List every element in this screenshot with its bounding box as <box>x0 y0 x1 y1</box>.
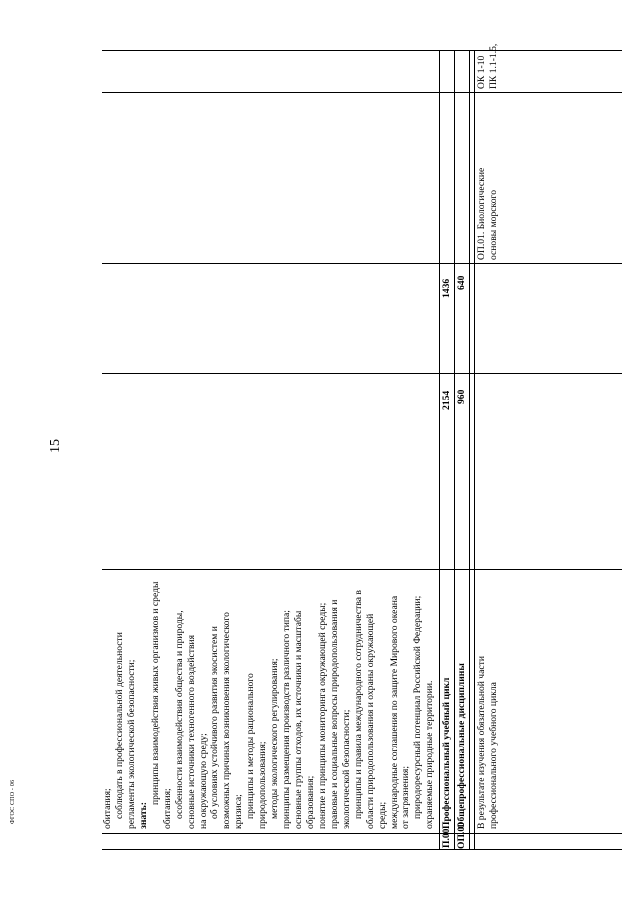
content-line: принципы взаимодействия живых организмов и среды <box>149 581 161 805</box>
row-op01-discipline-2: основы морского <box>488 190 499 260</box>
row-divider <box>469 50 470 850</box>
column-max-hours <box>102 373 622 569</box>
content-line: области природопользования и охраны окружающей <box>364 613 376 829</box>
curriculum-table <box>102 43 622 850</box>
row-code-p00: П.00 <box>441 828 452 848</box>
content-line: среды; <box>376 801 388 829</box>
content-line: об условиях устойчивого развития экосистем и <box>209 626 221 819</box>
row-op01-discipline-1: ОП.01. Биологические <box>476 167 487 260</box>
content-line: правовые и социальные вопросы природопользования и <box>328 599 340 829</box>
content-line: регламенты экологической безопасности; <box>125 659 137 829</box>
content-line: знать: <box>137 802 149 829</box>
row-divider <box>454 50 455 850</box>
content-line: возможных причинах возникновения экологического <box>221 612 233 829</box>
content-line: образования; <box>304 775 316 829</box>
row-op01-competencies-1: ОК 1-10 <box>476 55 487 89</box>
content-line: особенности взаимодействия общества и природы, <box>173 610 185 819</box>
content-line: на окружающую среду; <box>197 733 209 829</box>
column-discipline <box>102 92 622 263</box>
row-hours-max-op00: 960 <box>456 389 467 404</box>
row-hours-req-p00: 1436 <box>441 278 452 298</box>
page-number: 15 <box>48 439 63 453</box>
row-hours-req-op00: 640 <box>456 275 467 290</box>
content-line: методы экологического регулирования; <box>269 658 281 819</box>
content-line: принципы и методы рационального <box>245 673 257 819</box>
row-op01-competencies-2: ПК 1.1-1.5, <box>488 43 499 89</box>
column-required-hours <box>102 263 622 373</box>
footer-label: ФГОС СПО - 06 <box>10 779 16 824</box>
content-line: принципы и правила международного сотрудничества в <box>352 590 364 819</box>
content-line: принципы размещения производств различного типа; <box>281 610 293 829</box>
content-line: природоресурсный потенциал Российской Федерации; <box>412 595 424 819</box>
row-hours-max-p00: 2154 <box>441 390 452 410</box>
content-line: основные группы отходов, их источники и масштабы <box>293 610 304 829</box>
row-name-p00: Профессиональный учебный цикл <box>441 677 452 829</box>
row-op01-text-1: В результате изучения обязательной части <box>476 656 487 829</box>
content-block <box>102 571 436 829</box>
row-divider <box>474 50 475 850</box>
content-line: международные соглашения по защите Мирового океана <box>388 595 400 829</box>
content-line: соблюдать в профессиональной деятельности <box>113 632 125 819</box>
content-line: обитания; <box>161 788 173 829</box>
content-line: кризиса; <box>233 794 245 829</box>
row-divider <box>439 50 440 850</box>
content-line: обитания; <box>102 788 113 829</box>
content-line: понятие и принципы мониторинга окружающей среды; <box>316 602 328 829</box>
content-line: от загрязнения; <box>400 766 412 829</box>
content-line: природопользования; <box>257 741 269 829</box>
content-line: экологической безопасности; <box>340 709 352 829</box>
column-competencies <box>102 50 622 92</box>
row-code-op00: ОП.00 <box>456 822 467 849</box>
content-line: охраняемые природные территории. <box>424 680 436 829</box>
row-op01-text-2: профессионального учебного цикла <box>488 682 499 829</box>
content-line: основные источники техногенного воздействия <box>185 634 197 829</box>
column-code <box>102 833 622 850</box>
row-name-op00: Общепрофессиональные дисциплины <box>456 663 467 829</box>
